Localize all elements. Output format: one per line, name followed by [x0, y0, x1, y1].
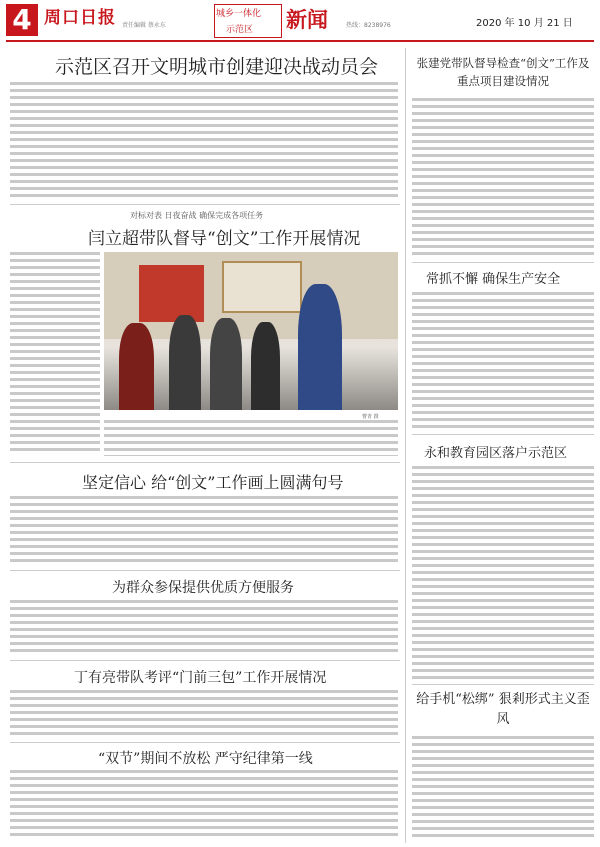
article-6-body — [10, 770, 398, 840]
section-line1: 城乡一体化 — [216, 9, 262, 19]
article-2-body — [10, 252, 100, 452]
paper-name-logo: 周口日报 — [44, 8, 116, 28]
article-2-title: 闫立超带队督导“创文”工作开展情况 — [88, 229, 361, 249]
column-divider — [405, 48, 406, 843]
divider — [10, 660, 400, 661]
article-2-body-cont — [104, 420, 398, 456]
article-8-body — [412, 292, 594, 430]
article-9-body — [412, 466, 594, 680]
editor-info: 责任编辑 蔡永东 — [122, 22, 166, 29]
article-6-title: “双节”期间不放松 严守纪律第一线 — [98, 751, 313, 767]
article-4-body — [10, 600, 398, 656]
divider — [412, 684, 594, 685]
article-7-body — [412, 98, 594, 258]
article-9-title: 永和教育园区落户示范区 — [424, 446, 568, 461]
article-3-title: 坚定信心 给“创文”工作画上圆满句号 — [82, 473, 344, 492]
article-1-body — [10, 82, 398, 200]
header-rule — [6, 40, 594, 42]
divider — [10, 742, 400, 743]
article-5-title: 丁有亮带队考评“门前三包”工作开展情况 — [74, 670, 327, 686]
article-10-title: 给手机“松绑” 狠剎形式主义歪风 — [416, 692, 590, 727]
section-line2: 示范区 — [226, 25, 254, 35]
divider — [10, 204, 400, 205]
hotline: 热线：8238976 — [346, 22, 391, 29]
divider — [412, 262, 594, 263]
article-3-body — [10, 496, 398, 566]
article-10-body — [412, 736, 594, 840]
article-8-title: 常抓不懈 确保生产安全 — [426, 272, 561, 287]
photo-credit: 曹青 摄 — [362, 414, 379, 420]
article-4-title: 为群众参保提供优质方便服务 — [112, 580, 294, 596]
page-number: 4 — [6, 4, 38, 36]
article-7-title: 张建党带队督导检查“创文”工作及重点项目建设情况 — [416, 56, 590, 88]
divider — [10, 462, 400, 463]
article-1-title: 示范区召开文明城市创建迎决战动员会 — [55, 56, 379, 78]
divider — [10, 570, 400, 571]
article-7-title-line1 — [414, 54, 592, 90]
article-5-body — [10, 690, 398, 738]
divider — [412, 434, 594, 435]
issue-date: 2020 年 10 月 21 日 — [476, 18, 573, 29]
news-photo — [104, 252, 398, 410]
section-title: 新闻 — [286, 7, 328, 32]
article-2-kicker: 对标对表 日夜奋战 确保完成各项任务 — [130, 211, 264, 220]
